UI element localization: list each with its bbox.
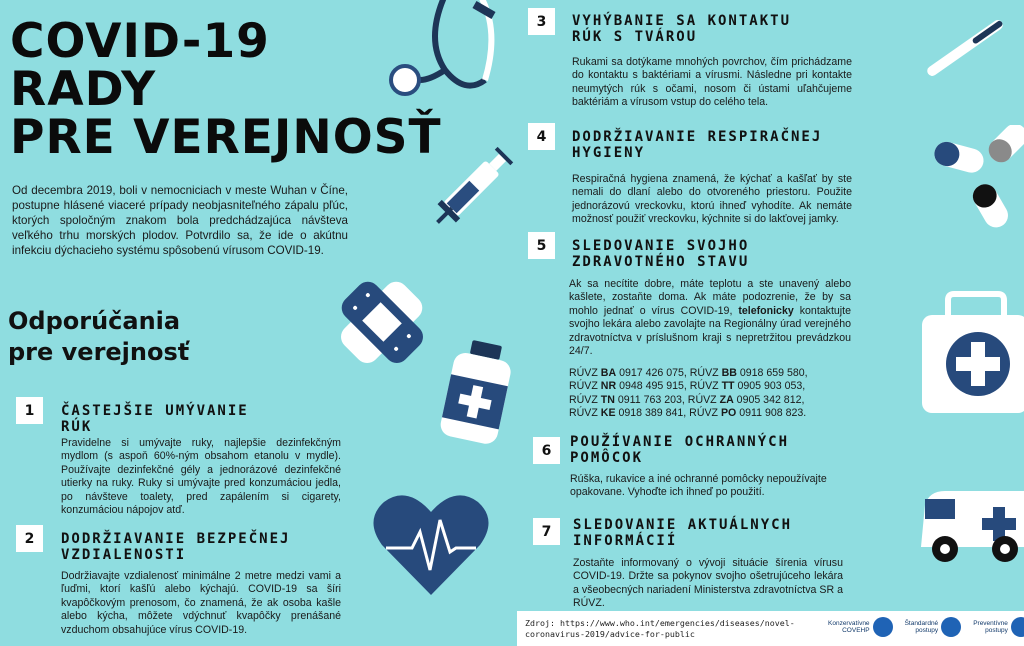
bandage-icon: [335, 275, 430, 370]
syringe-icon: [420, 130, 530, 240]
contact-row: RÚVZ TN 0911 763 203, RÚVZ ZA 0905 342 812,: [569, 393, 805, 406]
emphasis-telefonicky: telefonicky: [738, 304, 794, 317]
section-1-text: Pravidelne si umývajte ruky, najlepšie dezinfekčným mydlom (s aspoň 60%-ným obsahom etanolu v mydle). Používajte dezinfekčné gély a jednorázové dezinfekčné utierky na ruky. Ruky si umývajte pred konzumáciou jedla, po návšteve toalety, pred zapálením si cigarety, konzumáciou nápojov atď.: [61, 437, 341, 517]
logo-2-icon: [941, 617, 961, 637]
pills-icon: [928, 125, 1024, 235]
contact-row: RÚVZ BA 0917 426 075, RÚVZ BB 0918 659 580,: [569, 367, 808, 379]
contact-row: RÚVZ NR 0948 495 915, RÚVZ TT 0905 903 053,: [569, 380, 806, 393]
logo-strip: [828, 617, 1024, 637]
section-5-text: Ak sa necítite dobre, máte teplotu a ste unavený alebo kašlete, zostaňte doma. Ak máte podozrenie, že by sa mohlo jednať o vírus COVID-19, telefonicky kontaktujte svojho lekára alebo zavolajte na Regionálny úrad verejného zdravotníctva v príslušnom kraji s nepretržitou prevádzkou 24/7.: [569, 278, 851, 358]
logo-2: Štandardné postupy: [905, 617, 962, 637]
page-title: [10, 14, 442, 165]
section-6-title: POUŽÍVANIE OCHRANNÝCH POMÔCOK: [570, 434, 790, 466]
logo-3-icon: [1011, 617, 1024, 637]
section-7-text: Zostaňte informovaný o vývoji situácie šírenia vírusu COVID-19. Držte sa pokynov svojho ošetrujúceho lekára a všeobecných nariadení Ministerstva zdravotníctva SR a RÚVZ.: [573, 557, 843, 610]
subheading-line-1: Odporúčania: [8, 307, 181, 335]
source-link[interactable]: Zdroj: https://www.who.int/emergencies/diseases/novel-coronavirus-2019/advice-for-public: [525, 618, 795, 639]
section-5-contacts: [569, 367, 851, 421]
logo-1-icon: [873, 617, 893, 637]
section-1-title: ČASTEJŠIE UMÝVANIE RÚK: [61, 403, 249, 435]
section-2-text: Dodržiavajte vzdialenosť minimálne 2 metre medzi vami a ľuďmi, ktorí kašľú alebo kýchajú. COVID-19 sa šíri kvapôčkovým prenosom, čo znamená, že ak osoba kašle alebo kýcha, môžete vdýchnuť kvapôčky prenášané vzduchom obsahujúce vírus COVID-19.: [61, 570, 341, 636]
section-4-title: DODRŽIAVANIE RESPIRAČNEJ HYGIENY: [572, 129, 823, 161]
section-5-title: SLEDOVANIE SVOJHO ZDRAVOTNÉHO STAVU: [572, 238, 750, 270]
section-3-text: Rukami sa dotýkame mnohých povrchov, čím prichádzame do kontaktu s baktériami a vírusmi. Následne pri kontakte neumytých rúk s očami, nosom či ústami uľahčujeme baktériám a vírusom vstup do celého tela.: [572, 56, 852, 109]
section-7-number: 7: [533, 518, 560, 545]
section-3-number: 3: [528, 8, 555, 35]
thermometer-icon: [915, 10, 1015, 85]
section-6-number: 6: [533, 437, 560, 464]
medicine-bottle-icon: [432, 340, 522, 445]
section-6-text: Rúška, rukavice a iné ochranné pomôcky nepoužívajte opakovane. Vyhoďte ich ihneď po použití.: [570, 473, 827, 499]
section-1-number: 1: [16, 397, 43, 424]
title-line-3: PRE VEREJNOSŤ: [10, 110, 442, 165]
title-line-1: COVID-19: [10, 14, 270, 69]
heart-icon: [372, 490, 490, 600]
section-4-number: 4: [528, 123, 555, 150]
ambulance-icon: [915, 485, 1024, 565]
contact-row: RÚVZ KE 0918 389 841, RÚVZ PO 0911 908 823.: [569, 407, 807, 420]
section-2-title: DODRŽIAVANIE BEZPEČNEJ VZDIALENOSTI: [61, 531, 291, 563]
section-2-number: 2: [16, 525, 43, 552]
section-3-title: VYHÝBANIE SA KONTAKTU RÚK S TVÁROU: [572, 13, 792, 45]
recommendations-heading: [8, 306, 268, 368]
section-4-text: Respiračná hygiena znamená, že kýchať a kašľať by ste nemali do dlaní alebo do otvoreného priestoru. Použite jednorázovú vreckovku, ktorú ihneď vyhodíte. Ak nemáte možnosť použiť vreckovku, kýchnite si do lakťovej jamky.: [572, 173, 852, 226]
subheading-line-2: pre verejnosť: [8, 338, 190, 366]
logo-1: Konzervatívne COVEHP: [828, 617, 893, 637]
first-aid-kit-icon: [918, 290, 1024, 415]
logo-3: Preventívne postupy: [973, 617, 1024, 637]
intro-paragraph: Od decembra 2019, boli v nemocniciach v meste Wuhan v Číne, postupne hlásené viaceré prípady neobjasniteľného zápalu pľúc, ktorých spoločným znakom bola predchádzajúca návšteva veľkého trhu morských plodov. Potvrdilo sa, že ide o akútnu infekciu dýchacieho systému spôsobenú vírusom COVID-19.: [12, 184, 348, 257]
section-5-number: 5: [528, 232, 555, 259]
section-7-title: SLEDOVANIE AKTUÁLNYCH INFORMÁCIÍ: [573, 517, 793, 549]
title-line-2: RADY: [10, 62, 157, 117]
stethoscope-icon: [385, 0, 515, 110]
